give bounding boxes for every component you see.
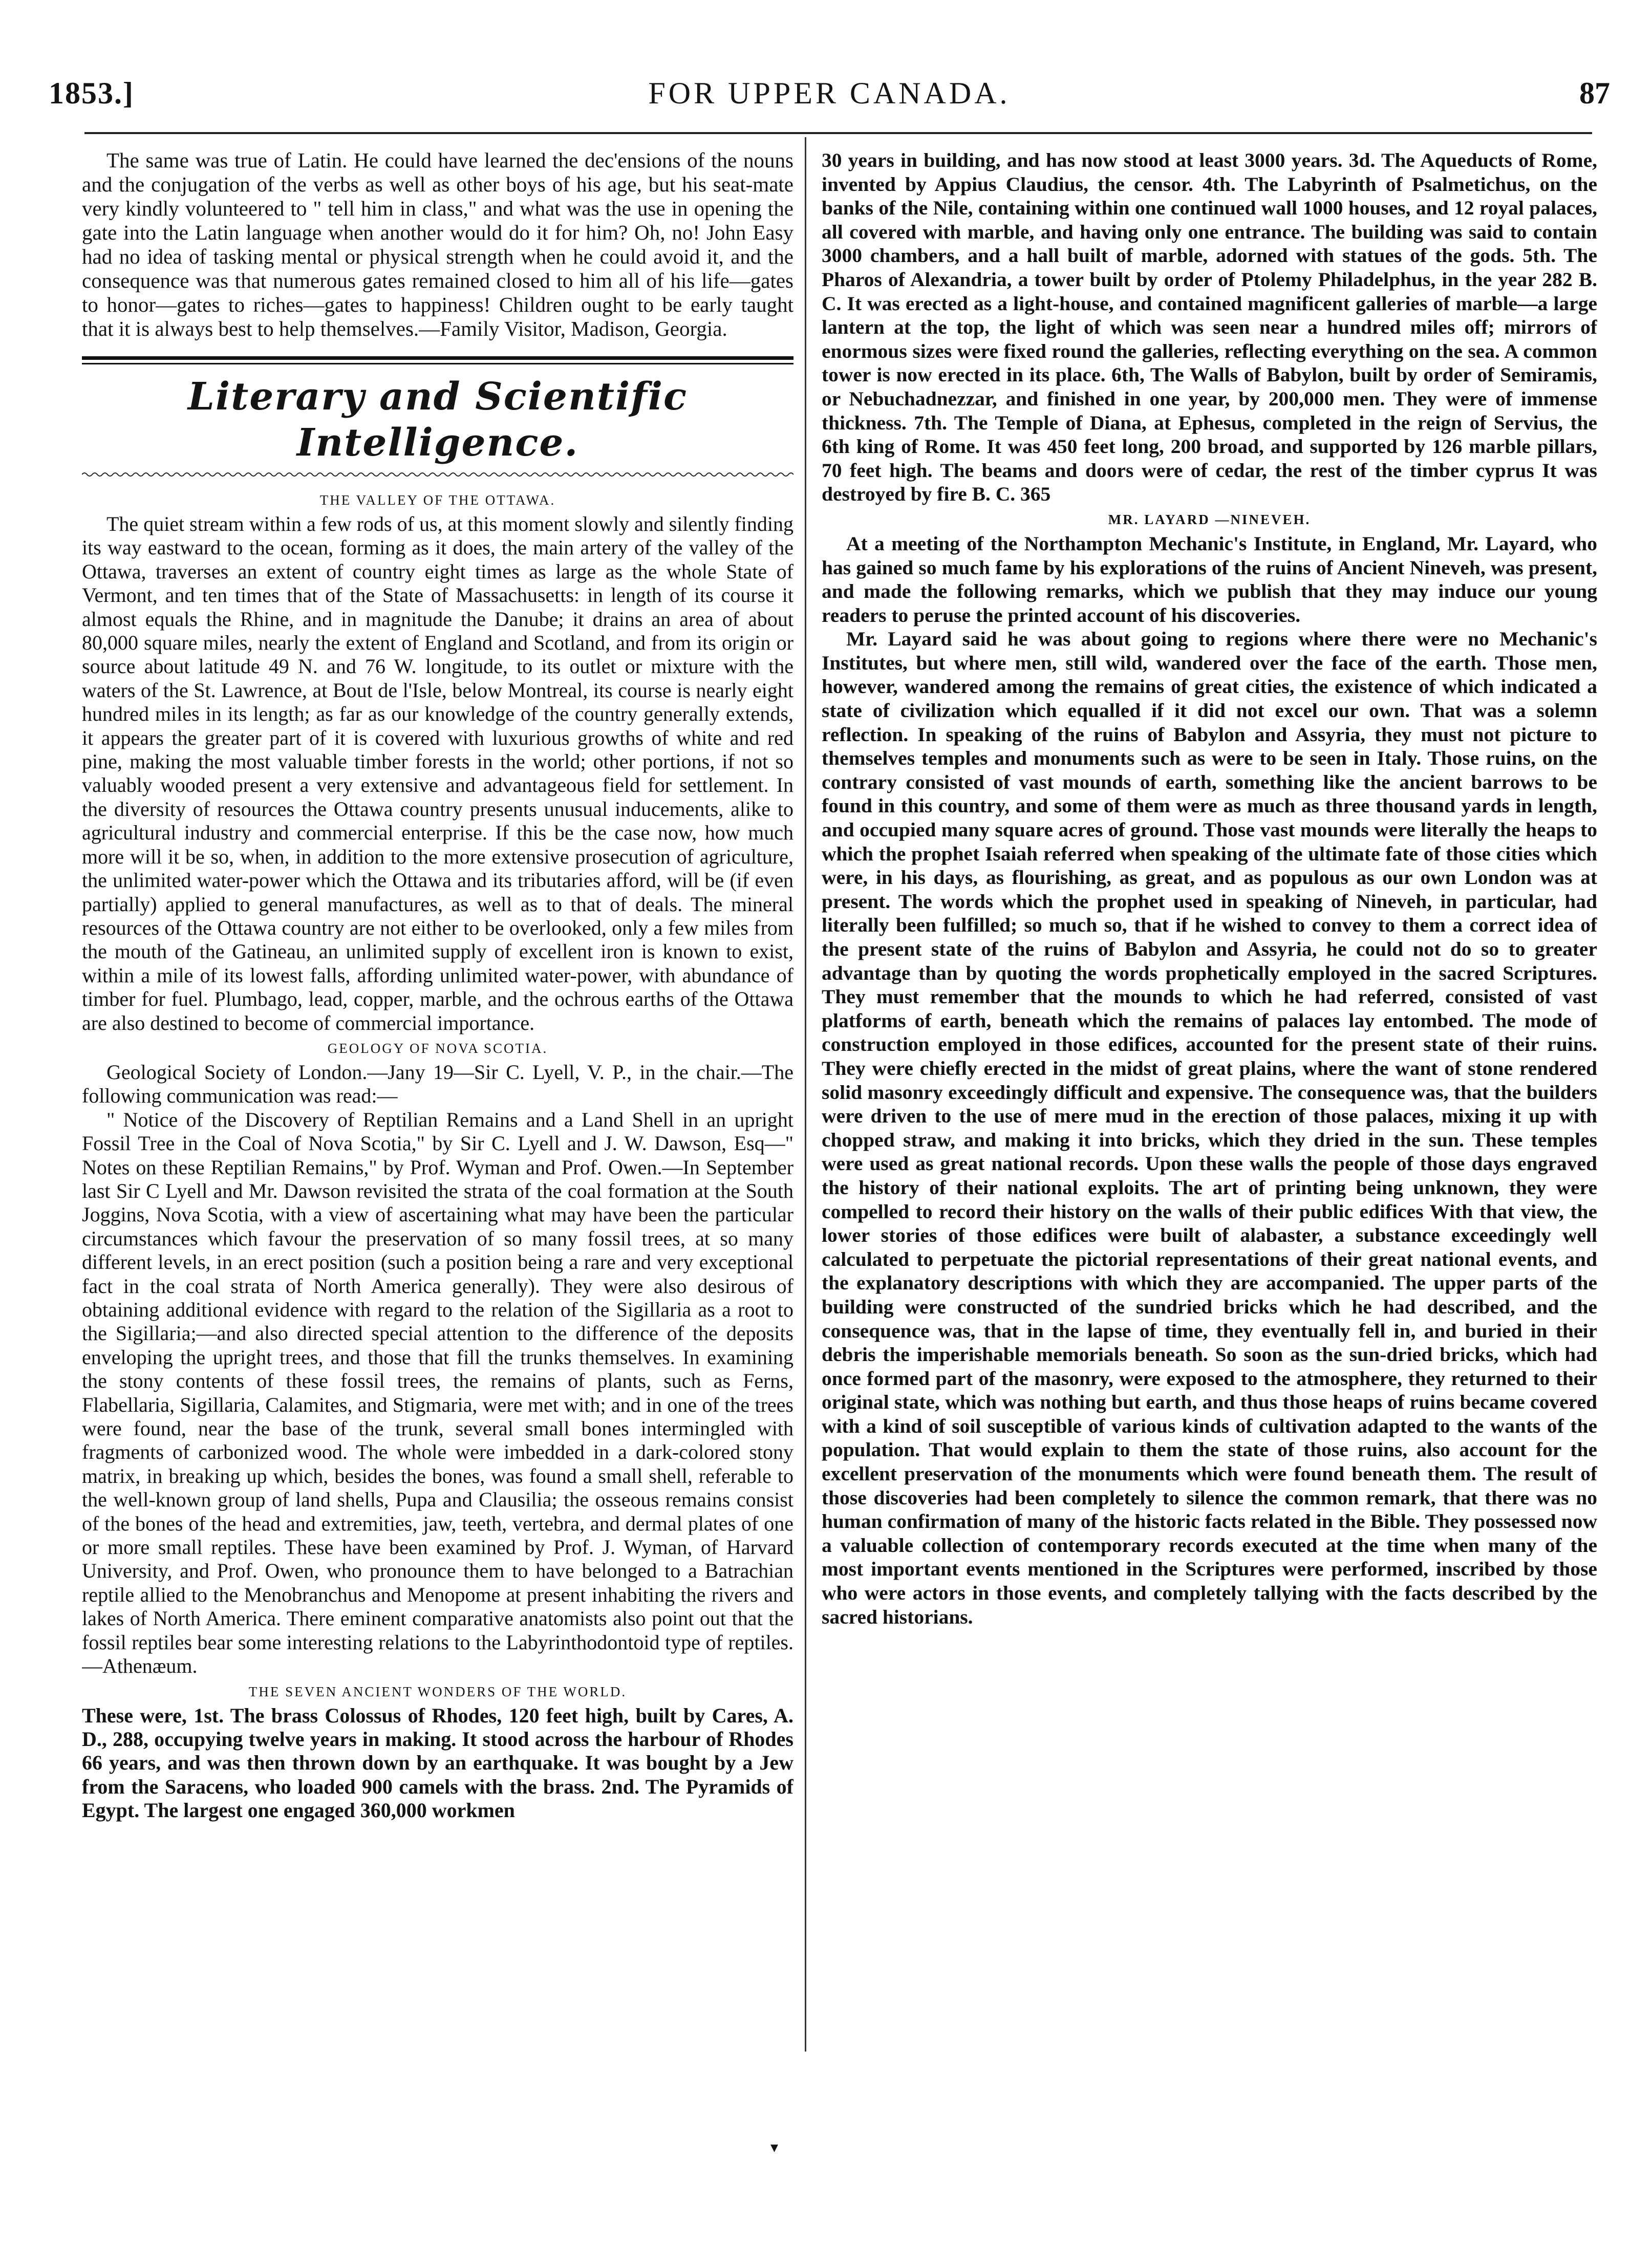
wavy-divider <box>82 471 793 478</box>
section-title: Literary and Scientific Intelligence. <box>187 375 688 465</box>
geology-body-paragraph: " Notice of the Discovery of Reptilian Remains and a Land Shell in an upright Fossil Tree in the Coal of Nova Scotia," by Sir C. Lyell and J. W. Dawson, Esq—" Notes on these Reptilian Remains," by Prof. Wyman and Prof. Owen.—In September last Sir C Lyell and Mr. Dawson revisited the strata of the coal formation at the South Joggins, Nova Scotia, with a view of ascertaining what may have been the particular circumstances which favour the preservation of so many fossil trees, at so many different levels, in an erect position (such a position being a rare and very exceptional fact in the coal strata of North America generally). They were also desirous of obtaining additional evidence with regard to the relation of the Sigillaria as a root to the Sigillaria;—and also directed special attention to the difference of the deposits enveloping the upright trees, and those that fill the trunks themselves. In examining the stony contents of these fossil trees, the remains of plants, such as Ferns, Flabellaria, Sigillaria, Calamites, and Stigmaria, were met with; and in one of the trees were found, near the base of the trunk, several small bones intermingled with fragments of carbonized wood. The whole were imbedded in a dark-colored stony matrix, in breaking up which, besides the bones, was found a small shell, referable to the well-known group of land shells, Pupa and Clausilia; the osseous remains consist of the bones of the head and extremities, jaw, teeth, vertebra, and dermal plates of one or more small reptiles. These have been examined by Prof. J. Wyman, of Harvard University, and Prof. Owen, who pronounce them to have belonged to a Batrachian reptile allied to the Menobranchus and Menopome at present inhabiting the rivers and lakes of North America. There eminent comparative anatomists also point out that the fossil reptiles bear some interesting relations to the Labyrinthodontoid type of reptiles.—Athenæum. <box>82 1108 793 1678</box>
intro-paragraph: The same was true of Latin. He could have learned the dec'ensions of the nouns and the conjugation of the verbs as well as other boys of his age, but his seat-mate very kindly volunteered to " tell him in class," and what was the use in opening the gate into the Latin language when another would do it for him? Oh, no! John Easy had no idea of tasking mental or physical strength when he could avoid it, and the consequence was that numerous gates remained closed to him all of his life—gates to honor—gates to riches—gates to happiness! Children ought to be early taught that it is always best to help themselves.—Family Visitor, Madison, Georgia. <box>82 148 793 340</box>
section-rule <box>82 356 793 364</box>
ottawa-paragraph: The quiet stream within a few rods of us, at this moment slowly and silently finding its way eastward to the ocean, forming as it does, the main artery of the valley of the Ottawa, traverses an extent of country eight times as large as the whole State of Vermont, and ten times that of the State of Massachusetts: in length of its course it almost equals the Rhine, and in magnitude the Danube; it drains an area of about 80,000 square miles, nearly the extent of England and Scotland, and from its origin or source about latitude 49 N. and 76 W. longitude, to its outlet or mixture with the waters of the St. Lawrence, at Bout de l'Isle, below Montreal, its course is nearly eight hundred miles in its length; as far as our knowledge of the country generally extends, it appears the greater part of it is covered with luxurious growths of white and red pine, making the most valuable timber forests in the world; other portions, if not so valuably wooded present a very extensive and advantageous field for settlement. In the diversity of resources the Ottawa country presents unusual inducements, alike to agricultural industry and commercial enterprise. If this be the case now, how much more will it be so, when, in addition to the more extensive prosecution of agriculture, the unlimited water-power which the Ottawa and its tributaries afford, will be (if even partially) applied to general manufactures, as well as to that of deals. The mineral resources of the Ottawa country are not either to be overlooked, only a few miles from the mouth of the Gatineau, an unlimited supply of excellent iron is known to exist, within a mile of its lowest falls, affording unlimited water-power, with abundance of timber for fuel. Plumbago, lead, copper, marble, and the ochrous earths of the Ottawa are also destined to become of commercial importance. <box>82 512 793 1034</box>
column-divider <box>805 137 806 2052</box>
layard-heading: MR. LAYARD —NINEVEH. <box>1108 511 1311 527</box>
layard-intro-paragraph: At a meeting of the Northampton Mechanic's Institute, in England, Mr. Layard, who has gained so much fame by his explorations of the ruins of Ancient Nineveh, was present, and made the following remarks, which we publish that they may induce our young readers to peruse the printed account of his discoveries. <box>822 532 1597 627</box>
header-page-number: 87 <box>1579 76 1610 110</box>
left-column <box>82 148 793 2094</box>
right-column <box>822 148 1597 2094</box>
geology-intro-paragraph: Geological Society of London.—Jany 19—Sir C. Lyell, V. P., in the chair.—The following communication was read:— <box>82 1060 793 1108</box>
header-year: 1853.] <box>49 76 134 110</box>
wonders-heading: THE SEVEN ANCIENT WONDERS OF THE WORLD. <box>248 1684 627 1699</box>
geology-heading: GEOLOGY OF NOVA SCOTIA. <box>327 1040 548 1056</box>
header-rule <box>84 132 1592 134</box>
ottawa-heading: THE VALLEY OF THE OTTAWA. <box>319 492 556 508</box>
wonders-paragraph: These were, 1st. The brass Colossus of Rhodes, 120 feet high, built by Cares, A. D., 288, occupying twelve years in making. It stood across the harbour of Rhodes 66 years, and was then thrown down by an earthquake. It was bought by a Jew from the Saracens, who loaded 900 camels with the brass. 2nd. The Pyramids of Egypt. The largest one engaged 360,000 workmen <box>82 1703 793 1822</box>
wonders-continued-paragraph: 30 years in building, and has now stood at least 3000 years. 3d. The Aqueducts of Rome, invented by Appius Claudius, the censor. 4th. The Labyrinth of Psalmetichus, on the banks of the Nile, containing within one continued wall 1000 houses, and 12 royal palaces, all covered with marble, and having only one entrance. The building was said to contain 3000 chambers, and a hall built of marble, adorned with statues of the gods. 5th. The Pharos of Alexandria, a tower built by order of Ptolemy Philadelphus, in the year 282 B. C. It was erected as a light-house, and contained magnificent galleries of marble—a large lantern at the top, the light of which was seen near a hundred miles off; mirrors of enormous sizes were fixed round the galleries, reflecting everything on the sea. A common tower is now erected in its place. 6th, The Walls of Babylon, built by order of Semiramis, or Nebuchadnezzar, and finished in one year, by 200,000 men. They were of immense thickness. 7th. The Temple of Diana, at Ephesus, completed in the reign of Servius, the 6th king of Rome. It was 450 feet long, 200 broad, and supported by 126 marble pillars, 70 feet high. The beams and doors were of cedar, the rest of the timber cyprus It was destroyed by fire B. C. 365 <box>822 149 1597 506</box>
layard-body-paragraph: Mr. Layard said he was about going to regions where there were no Mechanic's Institutes, but where men, still wild, wandered over the face of the earth. Those men, however, wandered among the remains of great cities, the existence of which indicated a state of civilization which equalled if it did not excel our own. That was a solemn reflection. In speaking of the ruins of Babylon and Assyria, they must not picture to themselves temples and monuments such as were to be seen in Italy. Those ruins, on the contrary consisted of vast mounds of earth, something like the ancient barrows to be found in this country, and some of them were as much as three thousand yards in length, and occupied many square acres of ground. Those vast mounds were literally the heaps to which the prophet Isaiah referred when speaking of the ultimate fate of those cities which were, in his days, as flourishing, as great, and as populous as our own London was at present. The words which the prophet used in speaking of Nineveh, in particular, had literally been fulfilled; so much so, that if he wished to convey to them a correct idea of the present state of the ruins of Babylon and Assyria, he could not do so to greater advantage than by quoting the words prophetically employed in the sacred Scriptures. They must remember that the mounds to which he had referred, consisted of vast platforms of earth, beneath which the remains of palaces lay entombed. The mode of construction employed in those edifices, accounted for the present state of their ruins. They were chiefly erected in the midst of great plains, where the want of stone rendered solid masonry exceedingly difficult and expensive. The consequence was, that the builders were driven to the use of mere mud in the erection of those palaces, mixing it up with chopped straw, and making it into bricks, which they dried in the sun. These temples were used as great national records. Upon these walls the people of those days engraved the history of their national exploits. The art of printing being unknown, they were compelled to record their history on the walls of their public edifices With that view, the lower stories of those edifices were built of alabaster, a substance exceedingly well calculated to perpetuate the pictorial representations of their great national events, and the explanatory descriptions with which they are accompanied. The upper parts of the building were constructed of the sundried bricks which he had described, and the consequence was, that in the lapse of time, they eventually fell in, and buried in their debris the imperishable memorials beneath. So soon as the sun-dried bricks, which had once formed part of the masonry, were exposed to the atmosphere, they returned to their original state, which was nothing but earth, and thus those heaps of ruins became covered with a kind of soil susceptible of various kinds of cultivation adapted to the wants of the population. That would explain to them the state of those ruins, also account for the excellent preservation of the monuments which were found beneath them. The result of those discoveries had been completely to silence the common remark, that there was no human confirmation of many of the historic facts related in the Bible. They possessed now a valuable collection of contemporary records executed at the time when many of the most important events mentioned in the Scriptures were performed, inscribed by those who were actors in those events, and completely tallying with the facts described by the sacred historians. <box>822 628 1597 1628</box>
page-header <box>49 76 1610 117</box>
footer-mark: ▾ <box>770 2139 779 2156</box>
header-title: FOR UPPER CANADA. <box>648 76 1011 110</box>
